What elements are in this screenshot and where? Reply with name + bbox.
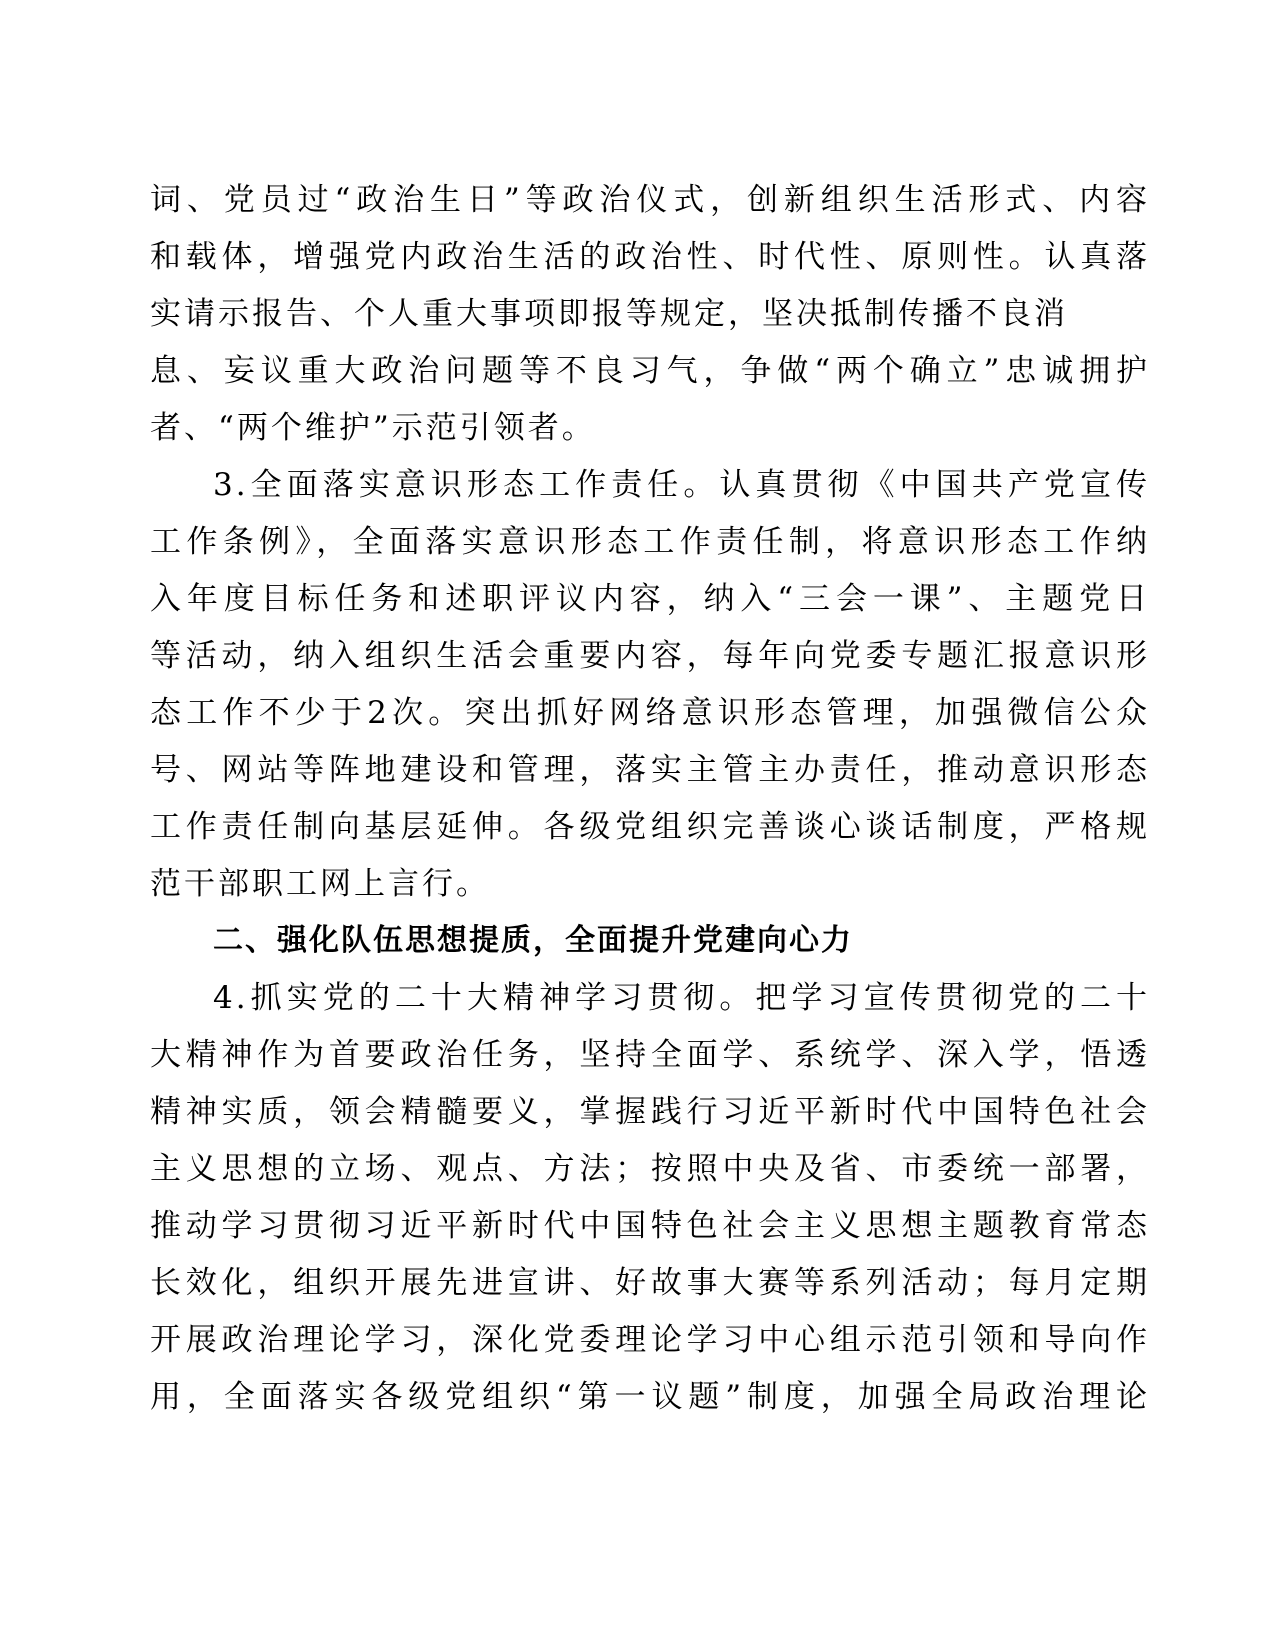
text-line: 工作条例》，全面落实意识形态工作责任制，将意识形态工作纳 <box>150 524 1150 560</box>
text-line: 用，全面落实各级党组织“第一议题”制度，加强全局政治理论 <box>150 1379 1150 1415</box>
text-line: 息、妄议重大政治问题等不良习气，争做“两个确立”忠诚拥护 <box>150 353 1150 389</box>
text-line: 工作责任制向基层延伸。各级党组织完善谈心谈话制度，严格规 <box>150 809 1150 845</box>
text-line: 开展政治理论学习，深化党委理论学习中心组示范引领和导向作 <box>150 1322 1150 1358</box>
text-line: 入年度目标任务和述职评议内容，纳入“三会一课”、主题党日 <box>150 581 1150 617</box>
text-line: 主义思想的立场、观点、方法；按照中央及省、市委统一部署， <box>150 1151 1150 1187</box>
text-line: 等活动，纳入组织生活会重要内容，每年向党委专题汇报意识形 <box>150 638 1150 674</box>
text-line: 号、网站等阵地建设和管理，落实主管主办责任，推动意识形态 <box>150 752 1150 788</box>
section-heading: 二、强化队伍思想提质，全面提升党建向心力 <box>213 923 853 958</box>
paragraph-3-first-line: 3.全面落实意识形态工作责任。认真贯彻《中国共产党宣传 <box>213 467 1150 503</box>
text-line: 推动学习贯彻习近平新时代中国特色社会主义思想主题教育常态 <box>150 1208 1150 1244</box>
text-line: 范干部职工网上言行。 <box>150 866 490 902</box>
text-line: 词、党员过“政治生日”等政治仪式，创新组织生活形式、内容 <box>150 182 1150 218</box>
text-line: 大精神作为首要政治任务，坚持全面学、系统学、深入学，悟透 <box>150 1037 1150 1073</box>
paragraph-4-first-line: 4.抓实党的二十大精神学习贯彻。把学习宣传贯彻党的二十 <box>213 980 1150 1016</box>
text-line: 长效化，组织开展先进宣讲、好故事大赛等系列活动；每月定期 <box>150 1265 1150 1301</box>
text-line: 者、“两个维护”示范引领者。 <box>150 410 596 446</box>
text-line: 和载体，增强党内政治生活的政治性、时代性、原则性。认真落 <box>150 239 1150 275</box>
text-line: 态工作不少于2次。突出抓好网络意识形态管理，加强微信公众 <box>150 695 1150 731</box>
text-line: 实请示报告、个人重大事项即报等规定，坚决抵制传播不良消 <box>150 296 1068 332</box>
text-line: 精神实质，领会精髓要义，掌握践行习近平新时代中国特色社会 <box>150 1094 1150 1130</box>
